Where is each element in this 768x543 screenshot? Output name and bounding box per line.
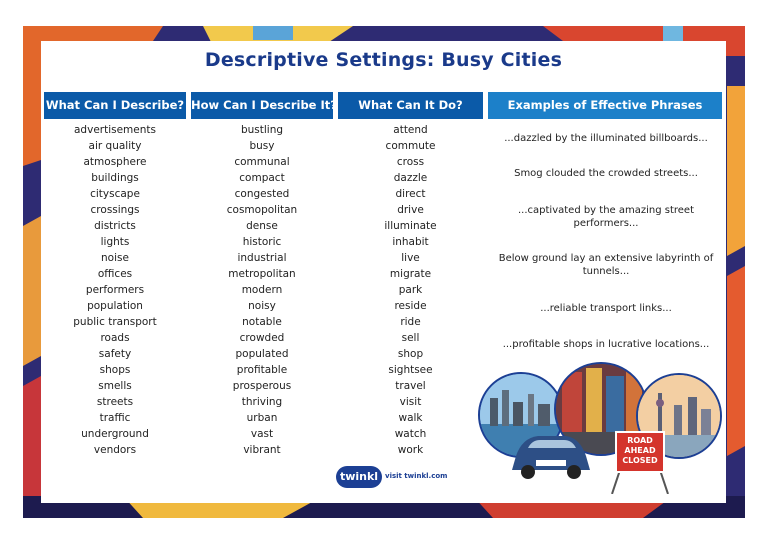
list-item: migrate bbox=[389, 268, 432, 280]
sign-text: CLOSED bbox=[622, 456, 658, 465]
list-item: underground bbox=[81, 428, 149, 440]
list-item: dense bbox=[246, 220, 278, 232]
list-item: crowded bbox=[239, 332, 285, 344]
list-item: illuminate bbox=[384, 220, 437, 232]
example-phrase: ...reliable transport links... bbox=[540, 303, 672, 314]
list-item: profitable bbox=[236, 364, 288, 376]
sign-text: ROAD bbox=[627, 436, 653, 445]
header-how-can-i-describe: How Can I Describe It? bbox=[191, 92, 333, 119]
list-item: air quality bbox=[88, 140, 142, 152]
list-item: drive bbox=[397, 204, 424, 216]
list-item: atmosphere bbox=[83, 156, 147, 168]
list-item: offices bbox=[97, 268, 133, 280]
list-item: attend bbox=[393, 124, 428, 136]
list-item: work bbox=[397, 444, 424, 456]
list-item: communal bbox=[234, 156, 290, 168]
list-item: noise bbox=[101, 252, 129, 264]
header-what-can-it-do: What Can It Do? bbox=[338, 92, 483, 119]
list-item: vibrant bbox=[243, 444, 281, 456]
list-item: park bbox=[398, 284, 423, 296]
list-item: notable bbox=[242, 316, 282, 328]
list-item: historic bbox=[242, 236, 282, 248]
visit-twinkl-link[interactable]: visit twinkl.com bbox=[385, 472, 448, 480]
list-item: traffic bbox=[99, 412, 131, 424]
list-item: sightsee bbox=[388, 364, 433, 376]
list-item: direct bbox=[395, 188, 426, 200]
list-item: shop bbox=[397, 348, 424, 360]
example-phrase: ...dazzled by the illuminated billboards... bbox=[504, 133, 708, 144]
list-how-can-i-describe bbox=[191, 122, 333, 458]
list-item: reside bbox=[394, 300, 427, 312]
header-what-can-i-describe: What Can I Describe? bbox=[44, 92, 186, 119]
list-item: live bbox=[401, 252, 420, 264]
car-illustration bbox=[508, 426, 594, 484]
list-item: industrial bbox=[237, 252, 287, 264]
list-item: busy bbox=[249, 140, 275, 152]
list-item: compact bbox=[239, 172, 285, 184]
list-item: shops bbox=[99, 364, 131, 376]
list-item: vast bbox=[250, 428, 274, 440]
list-item: public transport bbox=[73, 316, 157, 328]
list-item: streets bbox=[96, 396, 134, 408]
list-item: lights bbox=[100, 236, 130, 248]
list-item: populated bbox=[235, 348, 289, 360]
list-item: districts bbox=[94, 220, 136, 232]
list-item: cosmopolitan bbox=[226, 204, 298, 216]
example-phrase: ...captivated by the amazing street performers... bbox=[517, 205, 695, 229]
list-item: sell bbox=[401, 332, 420, 344]
twinkl-logo[interactable]: twinkl bbox=[336, 466, 382, 488]
list-item: noisy bbox=[248, 300, 276, 312]
list-item: performers bbox=[85, 284, 145, 296]
road-closed-sign bbox=[610, 430, 670, 494]
list-item: smells bbox=[98, 380, 132, 392]
list-item: dazzle bbox=[393, 172, 428, 184]
list-item: walk bbox=[398, 412, 423, 424]
list-item: roads bbox=[100, 332, 130, 344]
list-item: ride bbox=[400, 316, 421, 328]
list-item: bustling bbox=[240, 124, 284, 136]
list-item: cross bbox=[396, 156, 425, 168]
example-phrase: Smog clouded the crowded streets... bbox=[514, 168, 698, 179]
page-title: Descriptive Settings: Busy Cities bbox=[204, 49, 563, 71]
list-item: crossings bbox=[90, 204, 140, 216]
sign-text: AHEAD bbox=[624, 446, 656, 455]
list-item: inhabit bbox=[392, 236, 429, 248]
list-item: metropolitan bbox=[228, 268, 296, 280]
list-item: commute bbox=[385, 140, 436, 152]
list-item: cityscape bbox=[90, 188, 140, 200]
list-item: population bbox=[87, 300, 143, 312]
list-item: congested bbox=[234, 188, 290, 200]
list-item: vendors bbox=[93, 444, 137, 456]
list-item: watch bbox=[394, 428, 427, 440]
header-examples: Examples of Effective Phrases bbox=[488, 92, 722, 119]
list-item: urban bbox=[246, 412, 278, 424]
list-item: visit bbox=[399, 396, 422, 408]
list-item: thriving bbox=[241, 396, 283, 408]
list-what-can-i-describe bbox=[44, 122, 186, 458]
list-what-can-it-do bbox=[338, 122, 483, 458]
example-phrase: Below ground lay an extensive labyrinth of tunnels... bbox=[498, 253, 714, 277]
list-item: buildings bbox=[91, 172, 139, 184]
list-item: modern bbox=[241, 284, 283, 296]
list-item: prosperous bbox=[232, 380, 292, 392]
list-item: advertisements bbox=[74, 124, 156, 136]
list-item: travel bbox=[395, 380, 426, 392]
list-item: safety bbox=[98, 348, 132, 360]
example-phrase: ...profitable shops in lucrative locations... bbox=[502, 339, 710, 350]
